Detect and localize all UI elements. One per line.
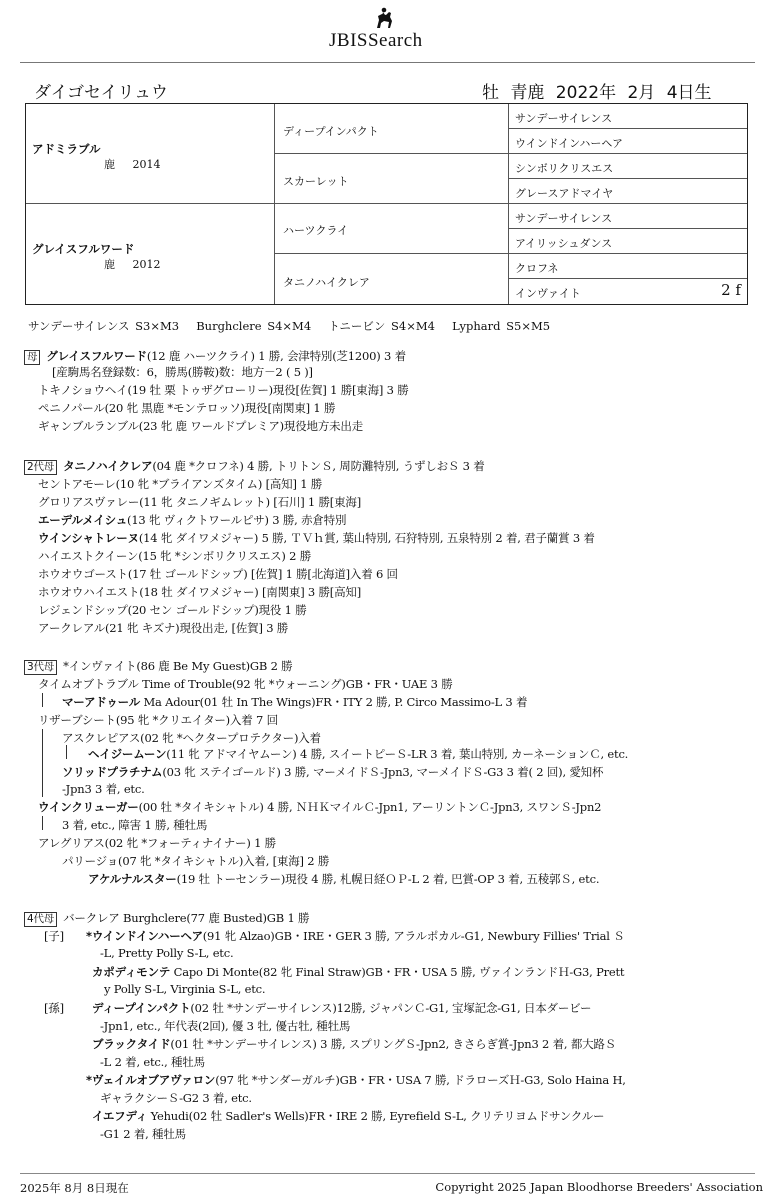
horse-link[interactable]: ブラックタイド — [92, 1037, 171, 1051]
record-line — [62, 764, 603, 780]
sire-name[interactable]: アドミラブル — [32, 142, 101, 156]
record-text: Ma Adour(01 牡 In The Wings)FR・ITY 2 勝, P. Circo Massimo-L 3 着 — [140, 695, 528, 709]
record-line — [92, 964, 624, 980]
gen3-name[interactable]: グレースアドマイヤ — [515, 187, 614, 200]
horse-link[interactable]: マーアドゥール — [62, 695, 141, 709]
horse-link[interactable]: イエフディ — [92, 1109, 148, 1123]
section-second-dam-line — [24, 458, 485, 475]
record-text: (97 牝 *サンダーガルチ)GB・FR・USA 7 勝, ドラローズＨ-G3, Solo Haina H, — [215, 1073, 626, 1087]
section-tag: 4代母 — [24, 912, 57, 927]
header-divider — [20, 62, 755, 63]
record-line — [92, 1108, 604, 1124]
record-text: (91 牝 Alzao)GB・IRE・GER 3 勝, アラルポカル-G1, Newbury Fillies' Trial Ｓ — [202, 929, 625, 943]
section-tag: 2代母 — [24, 460, 57, 475]
horse-info: 牡 青鹿 2022年 2月 4日生 — [482, 83, 712, 103]
gen3-cell — [509, 279, 747, 304]
tree-line — [42, 693, 43, 707]
family-number: 2 f — [721, 281, 741, 299]
record-line: レジェンドシップ(20 セン ゴールドシップ)現役 1 勝 — [38, 603, 307, 617]
dam-cell — [26, 204, 275, 304]
sire-cell — [26, 104, 275, 204]
record-line: セントアモーレ(10 牝 *ブライアンズタイム) [高知] 1 勝 — [38, 477, 323, 491]
horse-link[interactable]: *ウインドインハーヘア — [86, 929, 203, 943]
record-line: ホウオウゴースト(17 牡 ゴールドシップ) [佐賀] 1 勝[北海道]入着 6 回 — [38, 567, 398, 581]
record-text: (03 牝 ステイゴールド) 3 勝, マーメイドＳ-Jpn3, マーメイドＳ-G3 3 着( 2 回), 愛知杯 — [162, 765, 604, 779]
record-text: (00 牡 *タイキシャトル) 4 勝, ＮＨＫマイルＣ-Jpn1, アーリントンＣ-Jpn3, スワンＳ-Jpn2 — [138, 800, 602, 814]
logo-search: Search — [367, 30, 423, 51]
section-third-dam-line — [24, 658, 292, 675]
tree-line — [42, 816, 43, 830]
record-line: グロリアスヴァレー(11 牝 タニノギムレット) [石川] 1 勝[東海] — [38, 495, 361, 509]
gen3-cell — [509, 129, 747, 154]
horse-link[interactable]: カポディモンテ — [92, 965, 171, 979]
record-text: (11 牝 アドマイヤムーン) 4 勝, スイートピーＳ-LR 3 着, 葉山特別, カーネーションＣ, etc. — [166, 747, 629, 761]
copyright: Copyright 2025 Japan Bloodhorse Breeders' Association — [435, 1180, 763, 1194]
dam-details — [104, 256, 161, 272]
record-line — [92, 1000, 591, 1016]
record-text: バークレア Burghclere(77 鹿 Busted)GB 1 勝 — [63, 911, 310, 925]
record-line: -Jpn3 3 着, etc. — [62, 782, 145, 796]
gen3-name[interactable]: クロフネ — [515, 262, 559, 275]
gen3-cell — [509, 254, 747, 279]
record-line — [38, 530, 595, 546]
record-line — [92, 1036, 616, 1052]
record-line: -L, Pretty Polly S-L, etc. — [100, 946, 234, 960]
record-text: (04 鹿 *クロフネ) 4 勝, トリトンＳ, 周防灘特別, うずしおＳ 3 着 — [152, 459, 485, 473]
gen3-name[interactable]: インヴァイト — [515, 287, 581, 300]
logo-jbis: JBIS — [329, 30, 368, 51]
gen3-cell — [509, 229, 747, 254]
record-line — [88, 871, 599, 887]
tree-line — [42, 729, 43, 797]
gen2-cell — [275, 204, 509, 254]
record-text: (13 牝 ヴィクトワールピサ) 3 勝, 赤倉特別 — [127, 513, 347, 527]
as-of-date: 2025年 8月 8日現在 — [20, 1181, 129, 1195]
record-line: -Jpn1, etc., 年代表(2回), 優 3 牡, 優古牡, 種牡馬 — [100, 1019, 351, 1033]
horse-name: ダイゴセイリュウ — [34, 83, 168, 103]
gen3-cell — [509, 104, 747, 129]
record-line: アスクレピアス(02 牝 *ヘクタープロテクター)入着 — [62, 731, 321, 745]
footer-divider — [20, 1173, 755, 1174]
gen2-cell — [275, 104, 509, 154]
gen3-name[interactable]: サンデーサイレンス — [515, 112, 613, 125]
label-mago: [孫] — [44, 1001, 64, 1015]
record-line — [88, 746, 628, 762]
sire-details — [104, 156, 161, 172]
record-line — [38, 799, 601, 815]
section-fourth-dam-line — [24, 910, 309, 927]
record-line — [38, 512, 346, 528]
record-line: -L 2 着, etc., 種牡馬 — [100, 1055, 205, 1069]
record-text: (14 牝 ダイワメジャー) 5 勝, ＴＶｈ賞, 葉山特別, 石狩特別, 五泉特別 2 着, 君子蘭賞 3 着 — [138, 531, 595, 545]
record-line: パリージョ(07 牝 *タイキシャトル)入着, [東海] 2 勝 — [62, 854, 330, 868]
record-line: タイムオブトラブル Time of Trouble(92 牝 *ウォーニング)GB・FR・UAE 3 勝 — [38, 677, 453, 691]
gen3-cell — [509, 179, 747, 204]
record-line: トキノショウヘイ(19 牡 栗 トゥザグローリー)現役[佐賀] 1 勝[東海] 3 勝 — [38, 383, 409, 397]
gen2-cell — [275, 254, 509, 304]
dam-color: 鹿 — [104, 258, 115, 271]
record-line: ホウオウハイエスト(18 牡 ダイワメジャー) [南関東] 3 勝[高知] — [38, 585, 361, 599]
gen2-cell — [275, 154, 509, 204]
gen2-name[interactable]: ハーツクライ — [283, 224, 349, 237]
gen3-name[interactable]: ウインドインハーヘア — [515, 137, 624, 150]
sire-color: 鹿 — [104, 158, 115, 171]
horse-link[interactable]: ヘイジームーン — [88, 747, 167, 761]
horse-link[interactable]: ソリッドプラチナム — [62, 765, 163, 779]
gen2-name[interactable]: タニノハイクレア — [283, 276, 370, 289]
record-line: ペニノパール(20 牝 黒鹿 *モンテロッソ)現役[南関東] 1 勝 — [38, 401, 336, 415]
inbreeding-summary: サンデーサイレンス S3×M3 Burghclere S4×M4 トニービン S4×M4 Lyphard S5×M5 — [28, 319, 551, 333]
record-line: ギャラクシーＳ-G2 3 着, etc. — [100, 1091, 252, 1105]
horse-link[interactable]: ウインシャトレーヌ — [38, 531, 139, 545]
horse-link[interactable]: ウインクリューガー — [38, 800, 139, 814]
horse-link[interactable]: タニノハイクレア — [63, 459, 153, 473]
horse-link[interactable]: アケルナルスター — [88, 872, 177, 886]
record-text: (19 牡 トーセンラー)現役 4 勝, 札幌日経ＯＰ-L 2 着, 巴賞-OP 3 着, 五稜郭Ｓ, etc. — [176, 872, 600, 886]
record-line: y Polly S-L, Virginia S-L, etc. — [104, 982, 266, 996]
gen2-name[interactable]: スカーレット — [283, 175, 349, 188]
horse-link[interactable]: グレイスフルワード — [46, 349, 147, 363]
record-text: (02 牡 *サンデーサイレンス)12勝, ジャパンＣ-G1, 宝塚記念-G1, 日本ダービー — [190, 1001, 592, 1015]
gen3-name[interactable]: サンデーサイレンス — [515, 212, 613, 225]
record-line: アークレアル(21 牝 キズナ)現役出走, [佐賀] 3 勝 — [38, 621, 289, 635]
sire-year: 2014 — [132, 158, 161, 171]
record-line — [62, 694, 527, 710]
label-ko: [子] — [44, 929, 64, 943]
gen3-cell — [509, 154, 747, 179]
record-text: Yehudi(02 牡 Sadler's Wells)FR・IRE 2 勝, Eyrefield S-L, クリテリヨムドサンクルー — [147, 1109, 605, 1123]
record-line: ハイエストクイーン(15 牝 *シンボリクリスエス) 2 勝 — [38, 549, 312, 563]
horse-link[interactable]: ディープインパクト — [92, 1001, 191, 1015]
tree-line — [66, 745, 67, 759]
horse-link[interactable]: *ヴェイルオブアヴァロン — [86, 1073, 216, 1087]
dam-year: 2012 — [132, 258, 161, 271]
horse-link[interactable]: エーデルメイシュ — [38, 513, 128, 527]
record-line: -G1 2 着, 種牡馬 — [100, 1127, 186, 1141]
record-line: アレグリアス(02 牝 *フォーティナイナー) 1 勝 — [38, 836, 276, 850]
record-text: *インヴァイト(86 鹿 Be My Guest)GB 2 勝 — [63, 659, 293, 673]
record-line — [86, 928, 625, 944]
record-line — [86, 1072, 626, 1088]
dam-name[interactable]: グレイスフルワード — [32, 242, 135, 256]
record-text: (01 牡 *サンデーサイレンス) 3 勝, スプリングＳ-Jpn2, きさらぎ賞-Jpn3 2 着, 都大路Ｓ — [170, 1037, 617, 1051]
horse-rider-icon — [373, 6, 395, 30]
gen3-cell — [509, 204, 747, 229]
section-tag: 3代母 — [24, 660, 57, 675]
record-line: [産駒馬名登録数：6，勝馬(勝鞍)数：地方－2 ( 5 )] — [52, 365, 313, 379]
record-line: ギャンブルランブル(23 牝 鹿 ワールドプレミア)現役地方未出走 — [38, 419, 364, 433]
record-text: Capo Di Monte(82 牝 Final Straw)GB・FR・USA 5 勝, ヴァインランドＨ-G3, Prett — [170, 965, 625, 979]
logo-text — [329, 30, 423, 52]
pedigree-table — [25, 103, 748, 305]
record-line: 3 着, etc., 障害 1 勝, 種牡馬 — [62, 818, 208, 832]
section-tag: 母 — [24, 350, 40, 365]
record-line: リザーブシート(95 牝 *クリエイター)入着 7 回 — [38, 713, 278, 727]
record-text: (12 鹿 ハーツクライ) 1 勝, 会津特別(芝1200) 3 着 — [146, 349, 406, 363]
gen3-name[interactable]: シンボリクリスエス — [515, 162, 614, 175]
jbis-search-logo[interactable] — [329, 6, 459, 54]
section-dam-line — [24, 348, 406, 365]
gen3-name[interactable]: アイリッシュダンス — [515, 237, 613, 250]
gen2-name[interactable]: ディープインパクト — [283, 125, 379, 138]
